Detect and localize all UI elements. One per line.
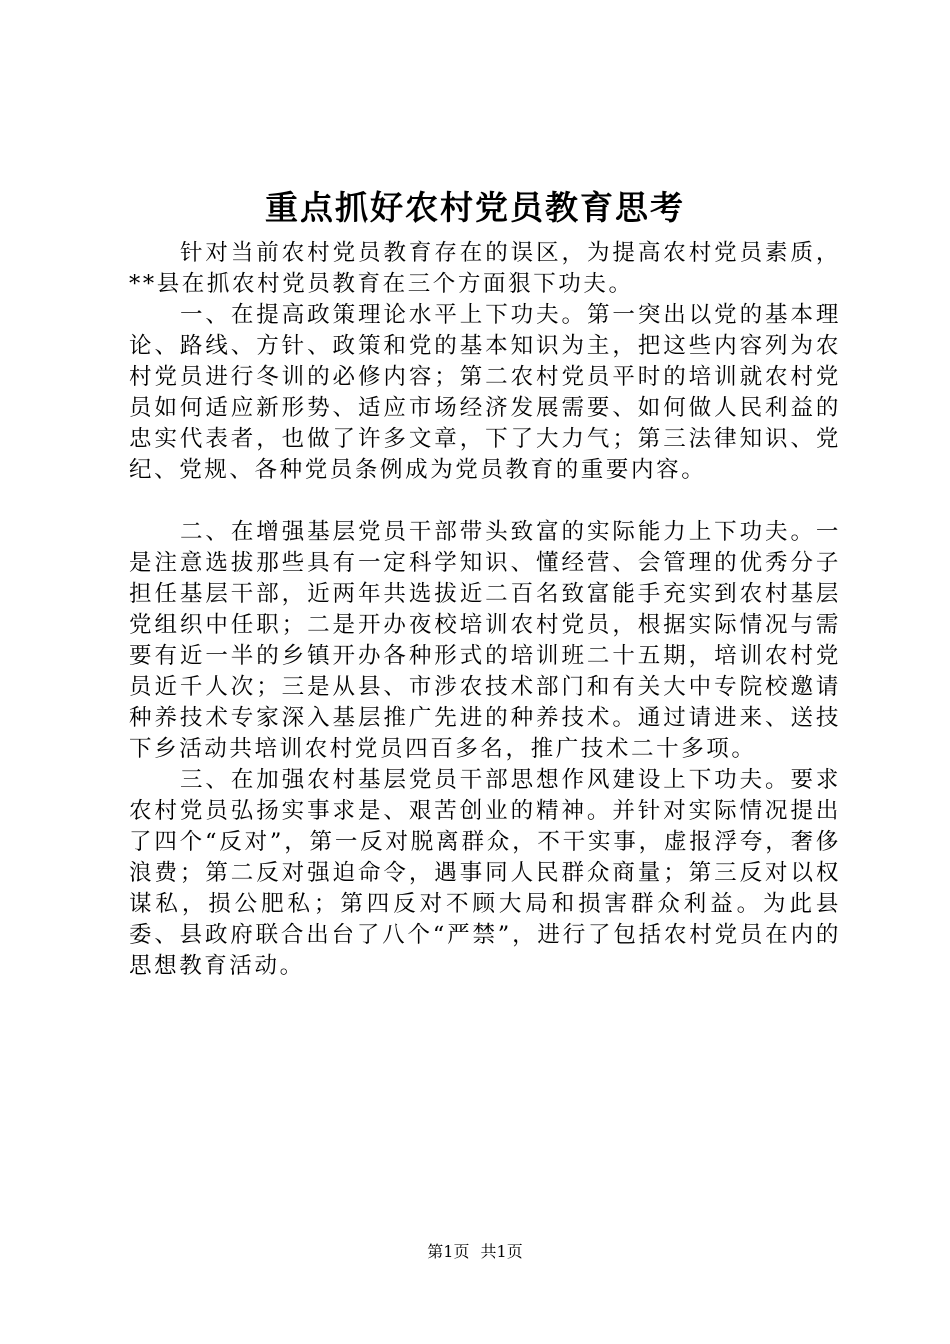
paragraph-intro: 针对当前农村党员教育存在的误区，为提高农村党员素质，**县在抓农村党员教育在三个方面狠下功夫。 [129,240,841,297]
paragraph-section-3: 三、在加强农村基层党员干部思想作风建设上下功夫。要求农村党员弘扬实事求是、艰苦创业的精神。并针对实际情况提出了四个“反对”，第一反对脱离群众，不干实事，虚报浮夸，奢侈浪费；第二反对强迫命令，遇事同人民群众商量；第三反对以权谋私，损公肥私；第四反对不顾大局和损害群众利益。为此县委、县政府联合出台了八个“严禁”，进行了包括农村党员在内的思想教育活动。 [129,767,841,979]
document-body [129,238,841,982]
page-number: 第1页 [427,1242,470,1261]
page-total: 共1页 [480,1242,523,1261]
document-title: 重点抓好农村党员教育思考 [265,188,685,227]
paragraph-section-1: 一、在提高政策理论水平上下功夫。第一突出以党的基本理论、路线、方针、政策和党的基本知识为主，把这些内容列为农村党员进行冬训的必修内容；第二农村党员平时的培训就农村党员如何适应新形势、适应市场经济发展需要、如何做人民利益的忠实代表者，也做了许多文章，下了大力气；第三法律知识、党纪、党规、各种党员条例成为党员教育的重要内容。 [129,302,841,483]
page-footer [0,1241,950,1263]
paragraph-section-2: 二、在增强基层党员干部带头致富的实际能力上下功夫。一是注意选拔那些具有一定科学知识、懂经营、会管理的优秀分子担任基层干部，近两年共选拔近二百名致富能手充实到农村基层党组织中任职；二是开办夜校培训农村党员，根据实际情况与需要有近一半的乡镇开办各种形式的培训班二十五期，培训农村党员近千人次；三是从县、市涉农技术部门和有关大中专院校邀请种养技术专家深入基层推广先进的种养技术。通过请进来、送技下乡活动共培训农村党员四百多名，推广技术二十多项。 [129,519,841,762]
